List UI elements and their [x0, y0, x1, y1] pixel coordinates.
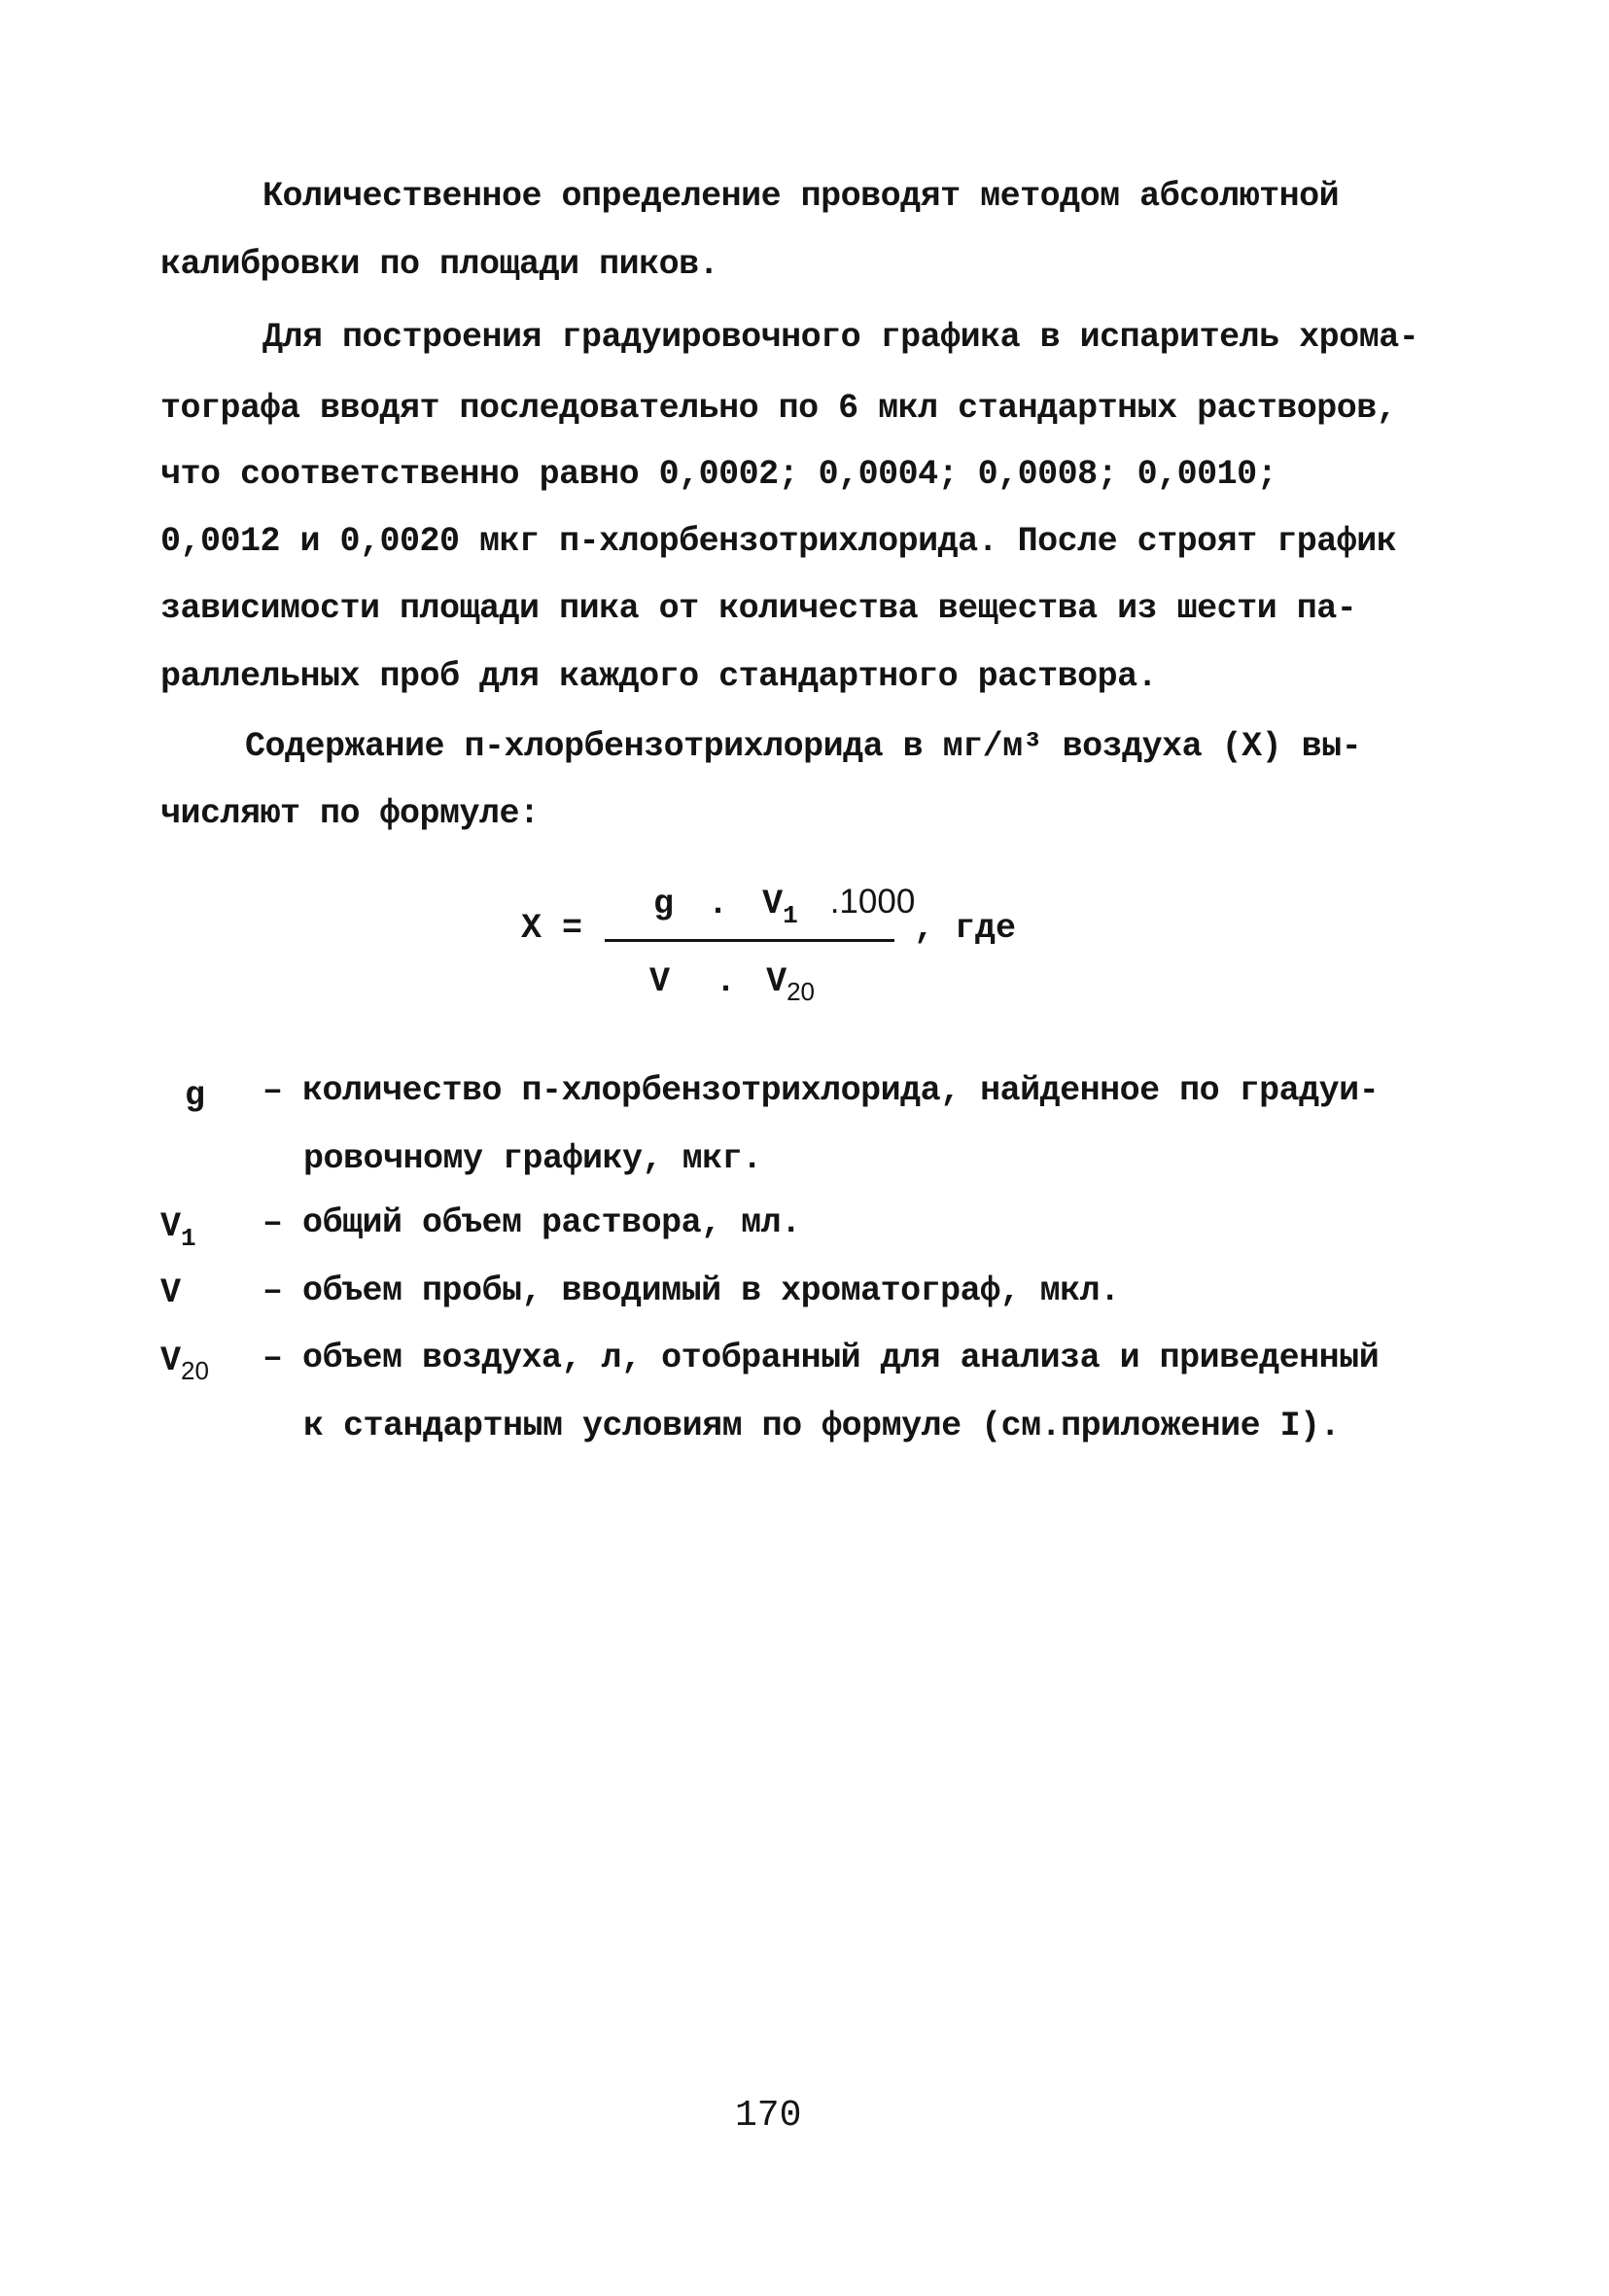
p3-line-2: числяют по формуле: [160, 794, 540, 833]
p3-line-1: Содержание п-хлорбензотрихлорида в мг/м³ воздуха (X) вы- [245, 727, 1362, 766]
p2-line-5: зависимости площади пика от количества вещества из шести па- [160, 589, 1357, 628]
formula-den-v: V [649, 962, 671, 1001]
formula-num-v: V [762, 885, 784, 923]
def-symbol-text: V [160, 1273, 182, 1312]
p2-line-3: что соответственно равно 0,0002; 0,0004; 0,0008; 0,0010; [160, 455, 1277, 494]
def-symbol-text: V [160, 1341, 182, 1380]
def-symbol-g [185, 1074, 205, 1117]
formula-lhs: X = [521, 909, 583, 948]
def-symbol-v1 [160, 1205, 196, 1253]
page-number: 170 [735, 2095, 802, 2137]
def-g-line-1: – количество п-хлорбензотрихлорида, найденное по градуи- [262, 1071, 1380, 1110]
p2-line-1: Для построения градуировочного графика в испаритель хрома- [262, 318, 1419, 357]
formula-num-rest: .1000 [829, 883, 916, 921]
formula-num-g: g [653, 885, 675, 923]
formula-num-v-sub: 1 [783, 901, 798, 930]
def-symbol-sub: 1 [181, 1224, 196, 1253]
p2-line-2: тографа вводят последовательно по 6 мкл стандартных растворов, [160, 389, 1397, 428]
def-v1-line-1: – общий объем раствора, мл. [262, 1203, 801, 1242]
def-g-line-2: ровочному графику, мкг. [303, 1139, 762, 1178]
formula-suffix: , где [914, 909, 1017, 948]
formula-den-sub: 20 [787, 977, 815, 1006]
def-symbol-text: g [185, 1076, 206, 1115]
def-v20-line-1: – объем воздуха, л, отобранный для анализа и приведенный [262, 1339, 1380, 1377]
formula-num-dot: . [708, 885, 729, 923]
def-symbol-sub: 20 [181, 1356, 209, 1385]
formula-numerator [653, 883, 916, 930]
formula-den-dot: . [716, 962, 737, 1001]
def-symbol-v20 [160, 1339, 209, 1385]
def-symbol-v [160, 1271, 181, 1314]
formula-den-v2: V [766, 962, 787, 1001]
def-v-line-1: – объем пробы, вводимый в хроматограф, мкл. [262, 1271, 1120, 1310]
p2-line-6: раллельных проб для каждого стандартного раствора. [160, 657, 1158, 696]
p1-line-1: Количественное определение проводят методом абсолютной [262, 177, 1340, 216]
def-v20-line-2: к стандартным условиям по формуле (см.приложение I). [303, 1407, 1341, 1445]
p2-line-4: 0,0012 и 0,0020 мкг п-хлорбензотрихлорида. После строят график [160, 522, 1397, 561]
fraction-bar [605, 939, 894, 942]
p1-line-2: калибровки по площади пиков. [160, 245, 719, 284]
def-symbol-text: V [160, 1207, 182, 1246]
formula-denominator [649, 962, 815, 1006]
